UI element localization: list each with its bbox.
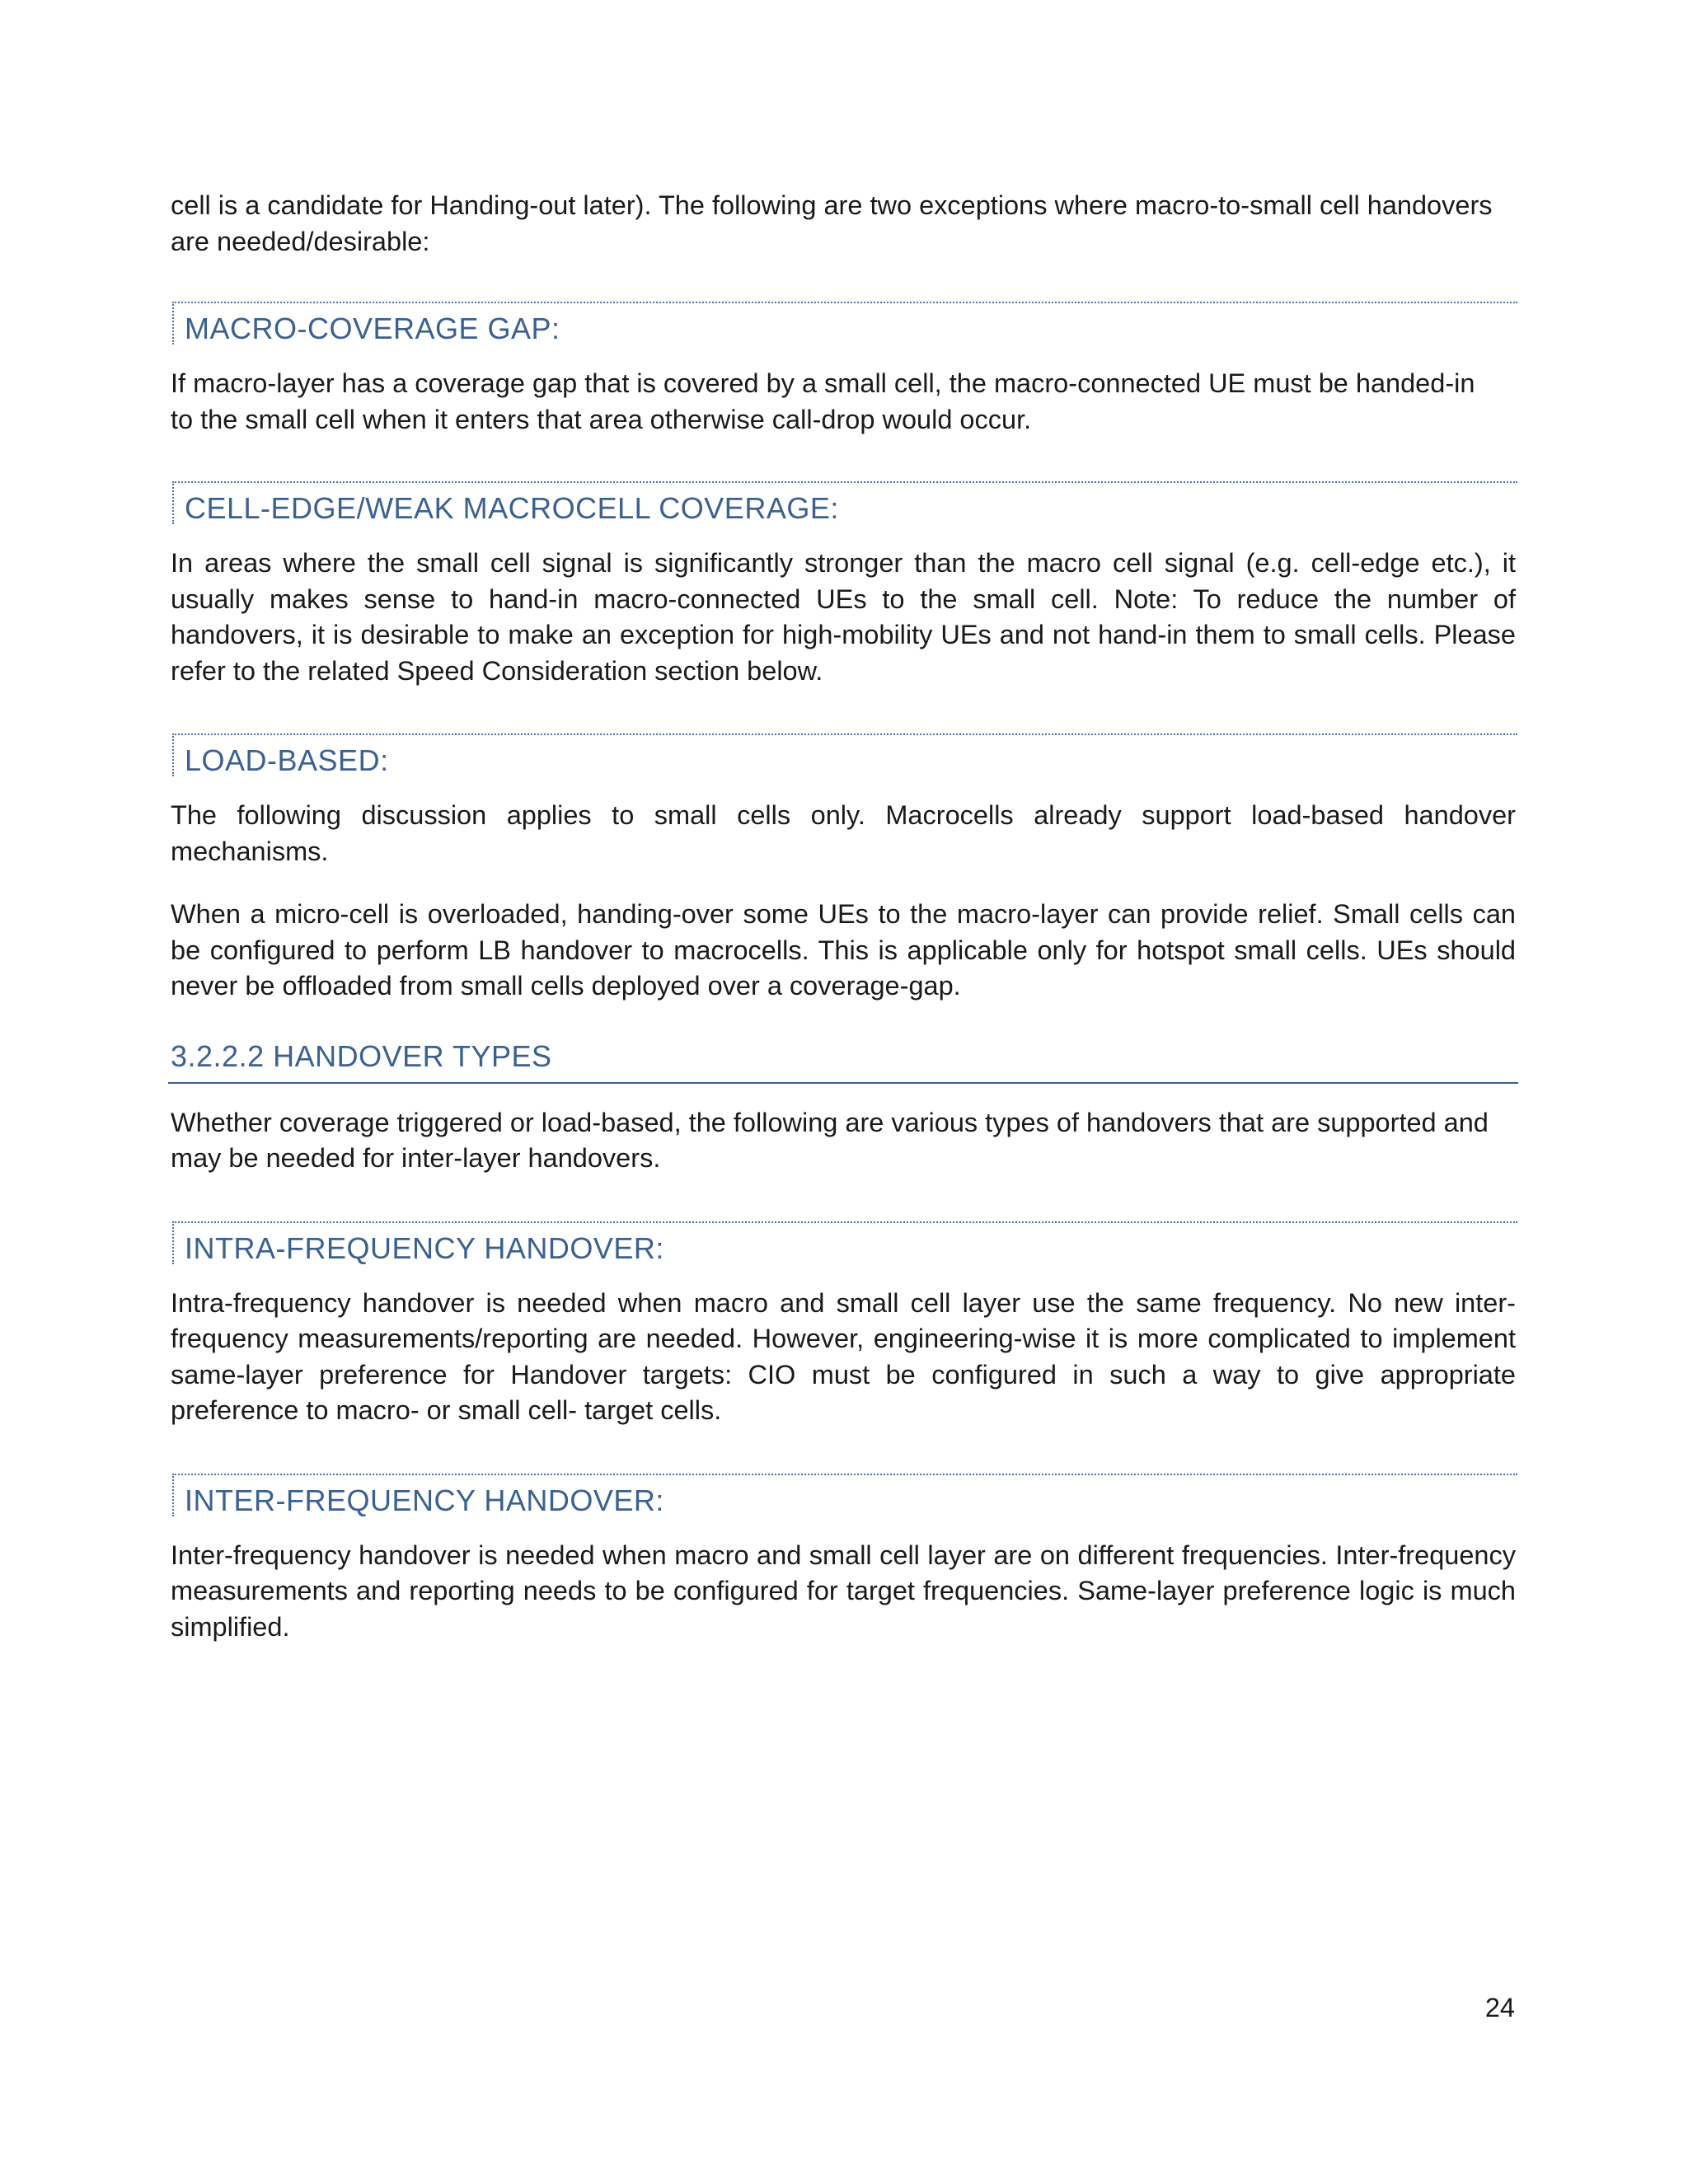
heading-text: INTRA-FREQUENCY HANDOVER:: [185, 1230, 664, 1265]
heading-macro-coverage-gap: [172, 302, 1517, 344]
page-content: [171, 188, 1516, 1645]
intro-paragraph: [171, 188, 1516, 260]
intro-line-2: are needed/desirable:: [171, 226, 430, 256]
heading-cell-edge: [172, 481, 1517, 524]
heading-text: 3.2.2.2 HANDOVER TYPES: [171, 1038, 552, 1073]
intro-line-1: cell is a candidate for Handing-out later). The following are two exceptions where macro-to-small cell handovers: [171, 190, 1493, 220]
paragraph-inter-frequency: Inter-frequency handover is needed when macro and small cell layer are on different frequencies. Inter-frequency measurements and reporting needs to be configured for target frequencies. Same-layer preference logic is much simplified.: [171, 1540, 1516, 1642]
paragraph-intra-frequency: Intra-frequency handover is needed when macro and small cell layer use the same frequency. No new inter-frequency measurements/reporting are needed. However, engineering-wise it is more complicated to implement same-layer preference for Handover targets: CIO must be configured in such a way to give appropriate preference to macro- or small cell- target cells.: [171, 1287, 1516, 1425]
paragraph-handover-types: Whether coverage triggered or load-based, the following are various types of handovers that are supported and may be needed for inter-layer handovers.: [171, 1107, 1489, 1173]
paragraph-cell-edge: In areas where the small cell signal is significantly stronger than the macro cell signal (e.g. cell-edge etc.), it usually makes sense to hand-in macro-connected UEs to the small cell. Note: To reduce the number of handovers, it is desirable to make an exception for high-mobility UEs and not hand-in them to small cells. Please refer to the related Speed Consideration section below.: [171, 548, 1516, 686]
paragraph-load-based-2: When a micro-cell is overloaded, handing-over some UEs to the macro-layer can provide relief. Small cells can be configured to perform LB handover to macrocells. This is applicable only for hotspot small cells. UEs should never be offloaded from small cells deployed over a coverage-gap.: [171, 899, 1516, 1001]
section-heading-handover-types: [168, 1039, 1518, 1084]
heading-text: CELL-EDGE/WEAK MACROCELL COVERAGE:: [185, 491, 839, 525]
heading-load-based: [172, 733, 1517, 776]
heading-text: LOAD-BASED:: [185, 743, 389, 777]
heading-text: MACRO-COVERAGE GAP:: [185, 312, 560, 345]
paragraph-load-based-1: The following discussion applies to small cells only. Macrocells already support load-based handover mechanisms.: [171, 800, 1516, 866]
heading-intra-frequency: [172, 1221, 1517, 1264]
paragraph-macro-coverage-gap: If macro-layer has a coverage gap that is covered by a small cell, the macro-connected UE must be handed-in to the small cell when it enters that area otherwise call-drop would occur.: [171, 368, 1475, 434]
heading-text: INTER-FREQUENCY HANDOVER:: [185, 1483, 664, 1517]
page-number: 24: [1484, 1993, 1515, 2022]
heading-inter-frequency: [172, 1474, 1517, 1516]
